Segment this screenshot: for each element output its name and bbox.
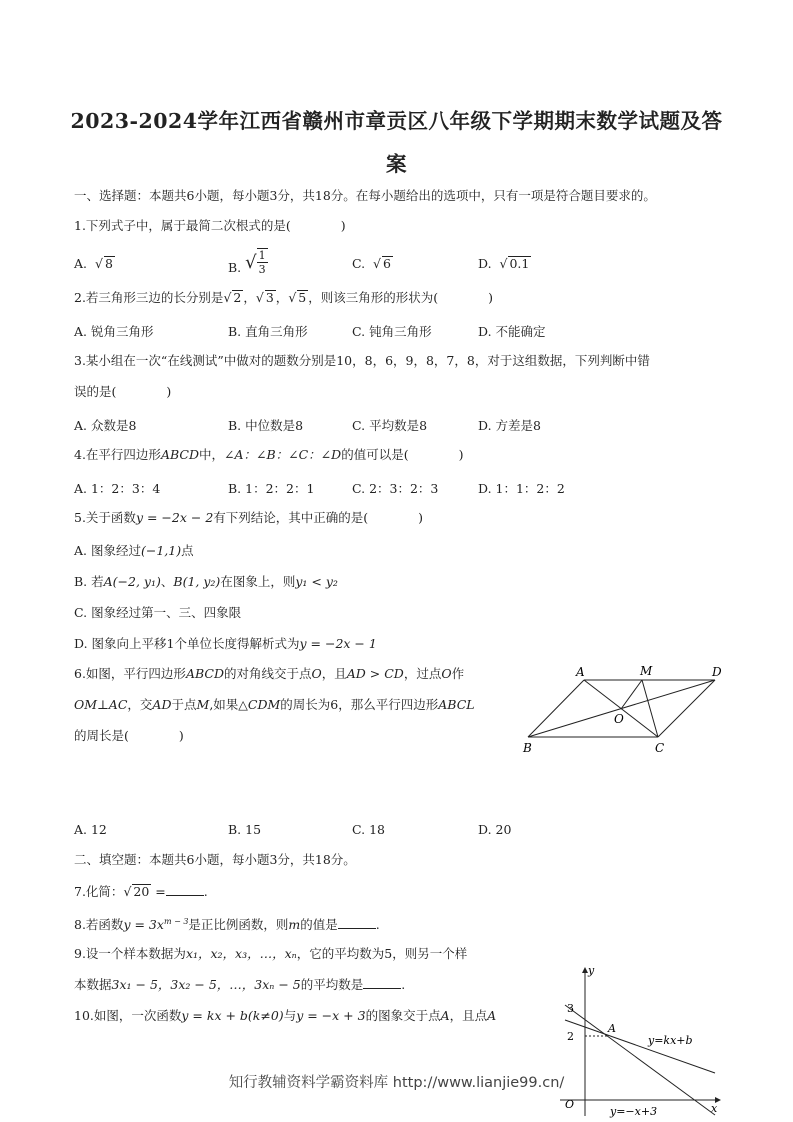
q6-l2-rel: OM⊥AC — [74, 697, 128, 712]
question-5-stem — [74, 510, 423, 526]
q2-sep-2: ， — [275, 290, 289, 305]
q1-option-d-label: D. — [478, 256, 492, 271]
q5-b-pre: B. 若 — [74, 574, 104, 589]
q10-mid: 与 — [283, 1008, 297, 1023]
q1-option-b-denominator: 3 — [258, 263, 266, 276]
q6-l1-name: ABCD — [185, 666, 224, 681]
q8-answer-blank[interactable] — [338, 917, 376, 929]
q3-option-b[interactable]: B. 中位数是8 — [228, 418, 304, 433]
q6-l2-tri: △CDM — [238, 697, 281, 712]
q7-prefix: 7.化简： — [74, 884, 124, 899]
q2-suffix: ，则该三角形的形状为( ) — [308, 290, 493, 305]
q8-variable: m — [288, 917, 301, 933]
q2-radical-3: 5 — [298, 290, 307, 305]
q2-option-a[interactable]: A. 锐角三角形 — [74, 324, 154, 339]
q10-point-a: A — [440, 1008, 450, 1023]
q8-exponent: m − 3 — [163, 917, 189, 926]
q1-option-c[interactable]: C. √ 6 — [352, 256, 391, 271]
q1-option-c-radicand: 6 — [383, 256, 391, 271]
q1-option-d-radicand: 0.1 — [509, 256, 530, 271]
question-6-stem-line2 — [74, 697, 512, 713]
q6-l1-pre: 6.如图，平行四边形 — [74, 666, 186, 681]
q5-b-in: 在图象上，则 — [220, 574, 296, 589]
q2-option-b[interactable]: B. 直角三角形 — [228, 324, 308, 339]
q6-label-a: A — [576, 665, 585, 679]
q10-label-x: x — [711, 1102, 718, 1115]
q4-option-d[interactable]: D. 1：1：2：2 — [478, 481, 565, 496]
q6-segment-om — [621, 680, 642, 709]
q5-option-c[interactable]: C. 图象经过第一、三、四象限 — [74, 605, 242, 620]
q10-end: ，且点 — [449, 1008, 488, 1023]
q5-function: y = −2x − 2 — [135, 510, 214, 525]
q6-l2-ad: AD — [152, 697, 172, 712]
question-9-stem-line2 — [74, 977, 405, 993]
q1-option-a[interactable]: A. √ 8 — [74, 256, 113, 271]
question-3-stem-line1: 3.某小组在一次“在线测试”中做对的题数分别是10，8，6，9，8，7，8，对于这组数据，下列判断中错 — [74, 353, 650, 368]
q4-middle: 中， — [198, 447, 224, 462]
q8-prefix: 8.若函数 — [74, 917, 124, 933]
q6-l2-post: 的周长为6，那么平行四边形 — [280, 697, 439, 712]
q2-sep-1: ， — [243, 290, 256, 305]
q10-label-line1: y=kx+b — [648, 1034, 693, 1047]
q9-l2-end: . — [401, 977, 406, 992]
q4-option-b[interactable]: B. 1：2：2：1 — [228, 481, 315, 496]
q1-option-c-label: C. — [352, 256, 366, 271]
q6-segment-mc — [642, 680, 658, 737]
q5-b-point-a: A(−2, y₁) — [103, 574, 161, 589]
q10-point-a-2: A — [487, 1008, 497, 1023]
q10-label-line2: y=−x+3 — [610, 1105, 658, 1118]
q6-l2-at: 于点 — [171, 697, 197, 712]
q7-answer-blank[interactable] — [166, 884, 204, 896]
q6-option-c[interactable]: C. 18 — [352, 822, 385, 837]
q4-option-c[interactable]: C. 2：3：2：3 — [352, 481, 439, 496]
section-header-fill: 二、填空题：本题共6小题，每小题3分，共18分。 — [74, 852, 356, 867]
q4-angle-ratio: ∠A：∠B：∠C：∠D — [223, 447, 342, 462]
q6-option-d[interactable]: D. 20 — [478, 822, 512, 837]
q6-l1-o: O — [311, 666, 322, 681]
q10-function-1: y = kx + b(k≠0) — [181, 1008, 284, 1023]
question-1-stem: 1.下列式子中，属于最简二次根式的是( ) — [74, 218, 346, 233]
q1-option-b[interactable]: B. √ $\frac{1}{3}$ — [228, 249, 266, 276]
q10-suffix: 的图象交于点 — [365, 1008, 441, 1023]
q5-option-b[interactable] — [74, 572, 338, 590]
q6-l2-if: ,如果 — [209, 697, 239, 712]
q8-end: . — [375, 917, 380, 933]
q5-prefix: 5.关于函数 — [74, 510, 136, 525]
q5-d-pre: D. 图象向上平移1个单位长度得解析式为 — [74, 636, 300, 651]
q9-l1-pre: 9.设一个样本数据为 — [74, 946, 186, 961]
q1-option-a-radicand: 8 — [104, 256, 113, 271]
q6-l1-o2: O — [441, 666, 452, 681]
q2-option-c[interactable]: C. 钝角三角形 — [352, 324, 432, 339]
q6-l1-end: 作 — [451, 666, 465, 681]
footer-watermark[interactable]: 知行教辅资料学霸资料库 http://www.lianjie99.cn/ — [228, 1075, 565, 1091]
q5-b-relation: y₁ < y₂ — [295, 574, 338, 589]
q9-l2-pre: 本数据 — [74, 977, 112, 992]
q10-function-2: y = −x + 3 — [296, 1008, 366, 1023]
q5-a-pre: A. 图象经过 — [74, 543, 141, 558]
question-2-stem: 2.若三角形三边的长分别是√ 2 ，√ 3 ，√ 5 ，则该三角形的形状为( ) — [74, 290, 493, 305]
q10-label-3: 3 — [567, 1002, 574, 1015]
q5-b-mid: 、 — [160, 574, 174, 589]
q10-prefix: 10.如图，一次函数 — [74, 1008, 182, 1023]
q6-l2-mid: ，交 — [127, 697, 153, 712]
question-7-stem: 7.化简：√ 20 = . — [74, 884, 208, 899]
q1-option-b-label: B. — [228, 260, 242, 275]
q9-answer-blank[interactable] — [363, 977, 401, 989]
q10-label-2: 2 — [567, 1030, 574, 1043]
q6-l2-name: ABCL — [438, 697, 475, 712]
question-6-stem-line3: 的周长是( ) — [74, 728, 184, 743]
q6-label-d: D — [712, 665, 722, 679]
q3-option-d[interactable]: D. 方差是8 — [478, 418, 541, 433]
q10-label-a: A — [608, 1022, 616, 1035]
q9-l2-post: 的平均数是 — [300, 977, 364, 992]
q2-radical-2: 3 — [265, 290, 274, 305]
q6-parallelogram-figure — [518, 660, 730, 760]
q5-b-point-b: B(1, y₂) — [173, 574, 221, 589]
q9-l1-post: ，它的平均数为5，则另一个样 — [296, 946, 468, 961]
page-title: 2023-2024学年江西省赣州市章贡区八年级下学期期末数学试题及答 — [70, 109, 723, 133]
question-9-stem-line1 — [74, 946, 534, 962]
question-10-stem — [74, 1008, 536, 1024]
q2-prefix: 2.若三角形三边的长分别是 — [74, 290, 224, 305]
q4-suffix: 的值可以是( ) — [341, 447, 464, 462]
q5-d-function: y = −2x − 1 — [299, 636, 377, 651]
q10-graph-figure — [540, 960, 730, 1120]
q6-option-b[interactable]: B. 15 — [228, 822, 262, 837]
section-header-choice: 一、选择题：本题共6小题，每小题3分，共18分。在每小题给出的选项中，只有一项是符合题目要求的。 — [74, 188, 656, 203]
q3-option-a[interactable]: A. 众数是8 — [74, 418, 137, 433]
q5-option-d[interactable] — [74, 634, 377, 652]
q6-l1-mid: 的对角线交于点 — [223, 666, 312, 681]
page-title-continued: 案 — [386, 152, 407, 176]
q3-option-c[interactable]: C. 平均数是8 — [352, 418, 428, 433]
q6-l2-m: M — [196, 697, 210, 712]
q6-option-a[interactable]: A. 12 — [74, 822, 107, 837]
q5-a-post: 点 — [181, 543, 194, 558]
q7-suffix: . — [203, 884, 208, 899]
q9-l2-vars: 3x₁ − 5，3x₂ − 5，…，3xₙ − 5 — [111, 977, 301, 992]
q7-equals: = — [151, 884, 166, 899]
q7-radicand: 20 — [133, 884, 150, 899]
question-3-stem-line2: 误的是( ) — [74, 384, 172, 399]
question-4-stem — [74, 447, 463, 463]
q10-label-origin: O — [565, 1098, 575, 1111]
q6-label-c: C — [655, 741, 665, 755]
q2-radical-1: 2 — [233, 290, 242, 305]
q9-l1-vars: x₁，x₂，x₃，…，xₙ — [185, 946, 297, 961]
q8-function: y = 3x — [123, 917, 164, 933]
question-8-stem — [74, 914, 380, 933]
q4-prefix: 4.在平行四边形 — [74, 447, 161, 462]
q10-line-neg-x-plus-3 — [565, 1005, 715, 1115]
q1-option-a-label: A. — [74, 256, 88, 271]
q4-shape-name: ABCD — [160, 447, 199, 462]
q6-l1-post: ，过点 — [403, 666, 442, 681]
q1-option-d[interactable]: D. √ 0.1 — [478, 256, 530, 271]
q8-suffix: 的值是 — [300, 917, 338, 933]
q5-suffix: 有下列结论，其中正确的是( ) — [213, 510, 424, 525]
q4-option-a[interactable]: A. 1：2：3：4 — [74, 481, 161, 496]
q5-a-point: (−1,1) — [140, 543, 182, 558]
q8-middle: 是正比例函数，则 — [188, 917, 289, 933]
q6-label-o: O — [614, 712, 624, 726]
q2-option-d[interactable]: D. 不能确定 — [478, 324, 546, 339]
question-6-stem-line1: 6.如图，平行四边形ABCD的对角线交于点O，且AD > CD，过点O作 — [74, 666, 465, 681]
q6-label-b: B — [523, 741, 532, 755]
q6-label-m: M — [640, 664, 653, 678]
q10-label-y: y — [588, 964, 595, 977]
q6-l1-cond: AD > CD — [346, 666, 404, 681]
q5-option-a[interactable] — [74, 541, 194, 559]
q1-option-b-numerator: 1 — [258, 249, 266, 262]
